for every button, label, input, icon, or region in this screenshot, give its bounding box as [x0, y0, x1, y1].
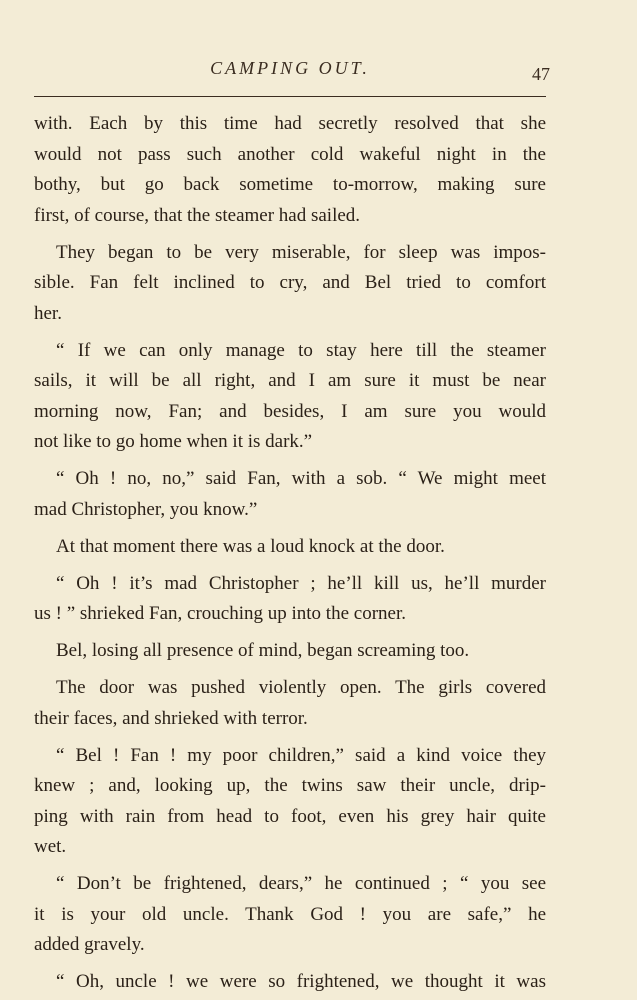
- text-line: first, of course, that the steamer had sailed.: [34, 204, 361, 226]
- text-line: sible. Fan felt inclined to cry, and Bel tried to comfort: [34, 272, 546, 293]
- text-line: The door was pushed violently open. The girls covered: [56, 677, 546, 698]
- page-header: [34, 56, 550, 92]
- paragraph: [34, 238, 546, 330]
- text-line: morning now, Fan; and besides, I am sure you would: [34, 400, 546, 422]
- text-line: with. Each by this time had secretly resolved that she: [34, 113, 546, 134]
- text-line: “ Oh ! it’s mad Christopher ; he’ll kill us, he’ll murder: [56, 572, 546, 594]
- text-line: Bel, losing all presence of mind, began screaming too.: [56, 640, 470, 661]
- text-line: sails, it will be all right, and I am sure it must be near: [34, 370, 546, 391]
- text-line: “ If we can only manage to stay here till the steamer: [56, 339, 546, 361]
- paragraph: [34, 673, 546, 734]
- running-title: CAMPING OUT.: [210, 58, 370, 78]
- paragraph: [34, 869, 546, 961]
- text-line: their faces, and shrieked with terror.: [34, 707, 308, 729]
- text-line: knew ; and, looking up, the twins saw their uncle, drip-: [34, 775, 546, 796]
- paragraph: [34, 532, 546, 563]
- text-line: added gravely.: [34, 934, 145, 955]
- paragraph: [34, 336, 546, 458]
- paragraph: [34, 967, 546, 998]
- text-line: ping with rain from head to foot, even his grey hair quite: [34, 805, 546, 827]
- page-number: 47: [532, 64, 550, 84]
- text-line: They began to be very miserable, for sleep was impos-: [56, 241, 546, 263]
- text-line: At that moment there was a loud knock at the door.: [56, 535, 445, 557]
- text-line: her.: [34, 302, 62, 324]
- header-rule: [34, 96, 546, 97]
- text-line: “ Don’t be frightened, dears,” he continued ; “ you see: [56, 873, 546, 894]
- text-line: would not pass such another cold wakeful night in the: [34, 143, 546, 165]
- text-line: “ Bel ! Fan ! my poor children,” said a kind voice they: [56, 744, 546, 766]
- text-line: us ! ” shrieked Fan, crouching up into the corner.: [34, 603, 406, 624]
- paragraph: [34, 569, 546, 630]
- text-line: bothy, but go back sometime to-morrow, making sure: [34, 174, 546, 195]
- paragraph: [34, 741, 546, 863]
- text-line: not like to go home when it is dark.”: [34, 431, 313, 452]
- paragraph: [34, 464, 546, 525]
- text-line: “ Oh ! no, no,” said Fan, with a sob. “ We might meet: [56, 468, 546, 489]
- paragraph: [34, 636, 546, 667]
- text-line: mad Christopher, you know.”: [34, 498, 258, 520]
- text-line: wet.: [34, 836, 67, 857]
- paragraph: [34, 109, 546, 231]
- text-line: it is your old uncle. Thank God ! you are safe,” he: [34, 903, 546, 925]
- body-text: [34, 109, 546, 998]
- text-line: “ Oh, uncle ! we were so frightened, we thought it was: [56, 971, 546, 992]
